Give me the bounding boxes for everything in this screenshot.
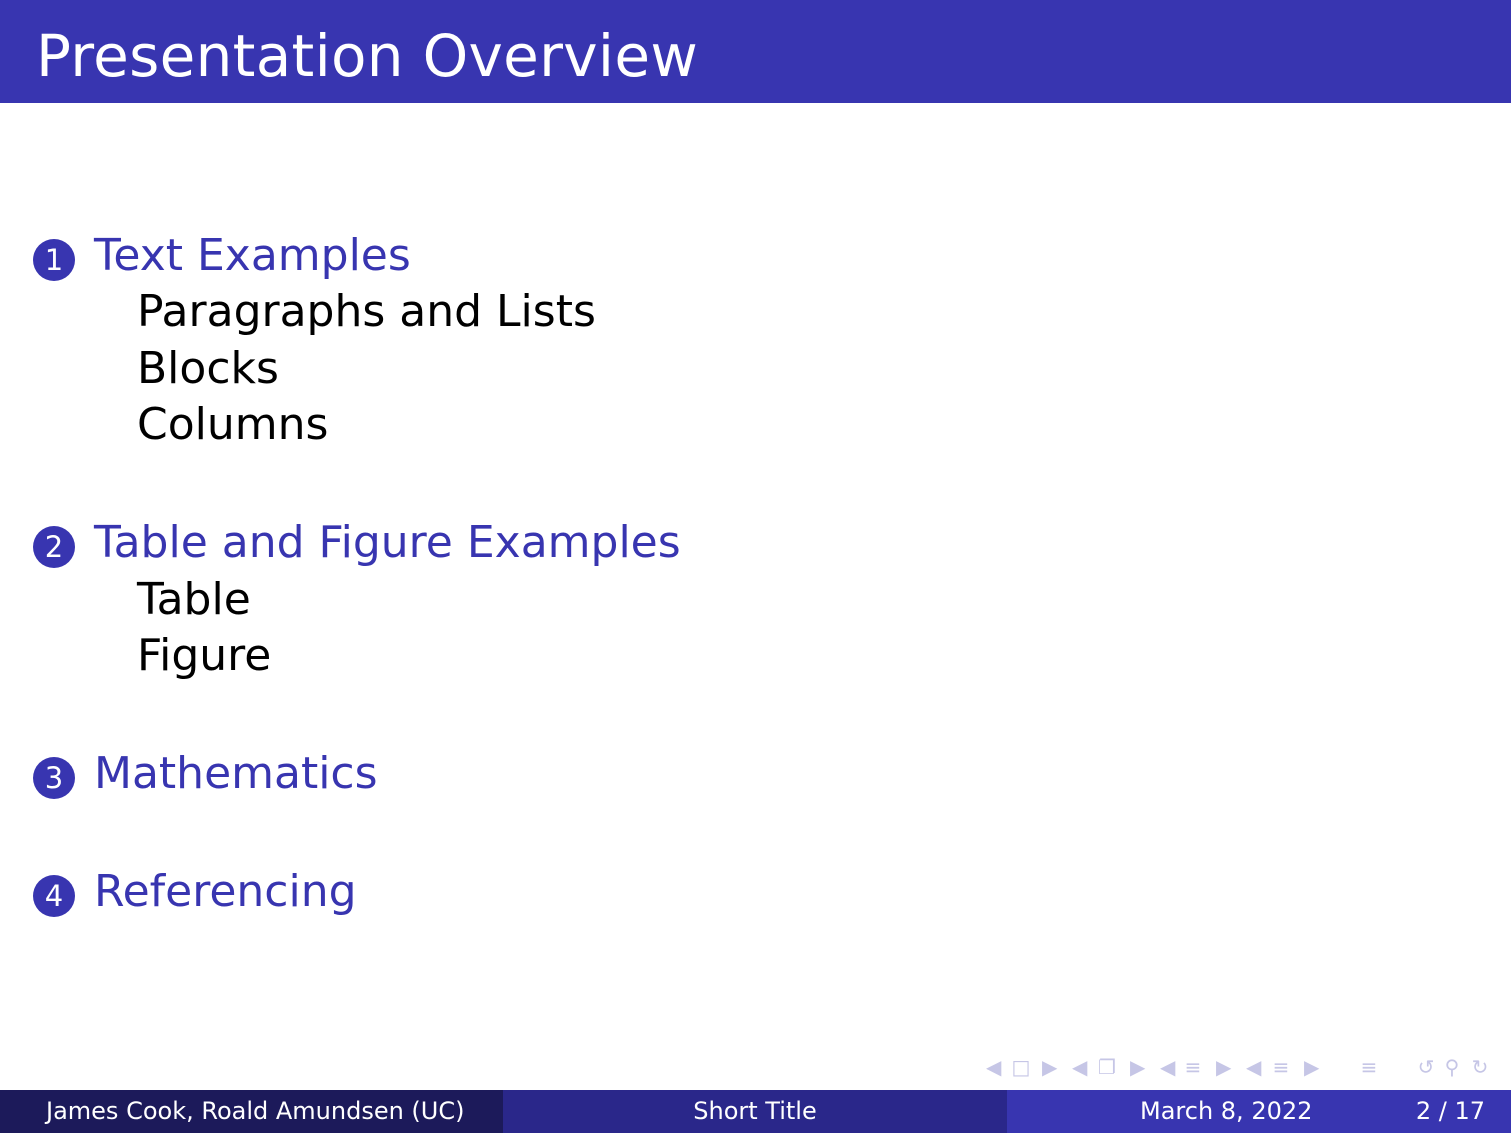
toc-section-title[interactable]: Referencing (94, 866, 357, 917)
footer-author-panel (0, 1090, 503, 1133)
section-number-badge: 3 (33, 757, 75, 799)
toc-subsection-item[interactable]: Columns (137, 399, 329, 450)
nav-frame-icon[interactable]: □ (1011, 1055, 1031, 1079)
nav-back-icon[interactable]: ↺ (1417, 1055, 1435, 1079)
nav-slide-icon[interactable]: ❐ (1098, 1055, 1116, 1079)
nav-document-icon[interactable]: ≡ (1360, 1055, 1378, 1079)
footer-short-title: Short Title (693, 1097, 817, 1125)
footer-date-panel (1007, 1090, 1511, 1133)
toc-section-title[interactable]: Mathematics (94, 748, 378, 799)
toc-section-title[interactable]: Text Examples (94, 230, 411, 281)
slide-title: Presentation Overview (36, 22, 699, 90)
section-number-badge: 2 (33, 526, 75, 568)
nav-prev-frame-icon[interactable]: ◀ (986, 1055, 1002, 1079)
beamer-navigation-bar (984, 1054, 1504, 1080)
footer-date: March 8, 2022 (1140, 1097, 1313, 1125)
nav-next-slide-icon[interactable]: ▶ (1130, 1055, 1146, 1079)
footer-title-panel (503, 1090, 1007, 1133)
nav-forward-icon[interactable]: ↻ (1471, 1055, 1489, 1079)
toc-subsection-item[interactable]: Paragraphs and Lists (137, 286, 596, 337)
section-number-badge: 1 (33, 239, 75, 281)
nav-search-icon[interactable]: ⚲ (1444, 1055, 1460, 1079)
toc-subsection-item[interactable]: Figure (137, 630, 272, 681)
toc-section-title[interactable]: Table and Figure Examples (94, 517, 681, 568)
nav-prev-section-icon[interactable]: ◀ (1246, 1055, 1262, 1079)
slide-footer (0, 1090, 1511, 1133)
nav-prev-slide-icon[interactable]: ◀ (1072, 1055, 1088, 1079)
footer-author: James Cook, Roald Amundsen (UC) (46, 1097, 465, 1125)
nav-prev-subsection-icon[interactable]: ◀ (1160, 1055, 1176, 1079)
toc-subsection-item[interactable]: Table (137, 574, 251, 625)
nav-next-subsection-icon[interactable]: ▶ (1216, 1055, 1232, 1079)
toc-subsection-item[interactable]: Blocks (137, 343, 279, 394)
nav-next-section-icon[interactable]: ▶ (1304, 1055, 1320, 1079)
nav-next-frame-icon[interactable]: ▶ (1042, 1055, 1058, 1079)
nav-section-icon[interactable]: ≡ (1272, 1055, 1290, 1079)
nav-subsection-icon[interactable]: ≡ (1184, 1055, 1202, 1079)
section-number-badge: 4 (33, 875, 75, 917)
footer-page-number: 2 / 17 (1415, 1097, 1485, 1125)
